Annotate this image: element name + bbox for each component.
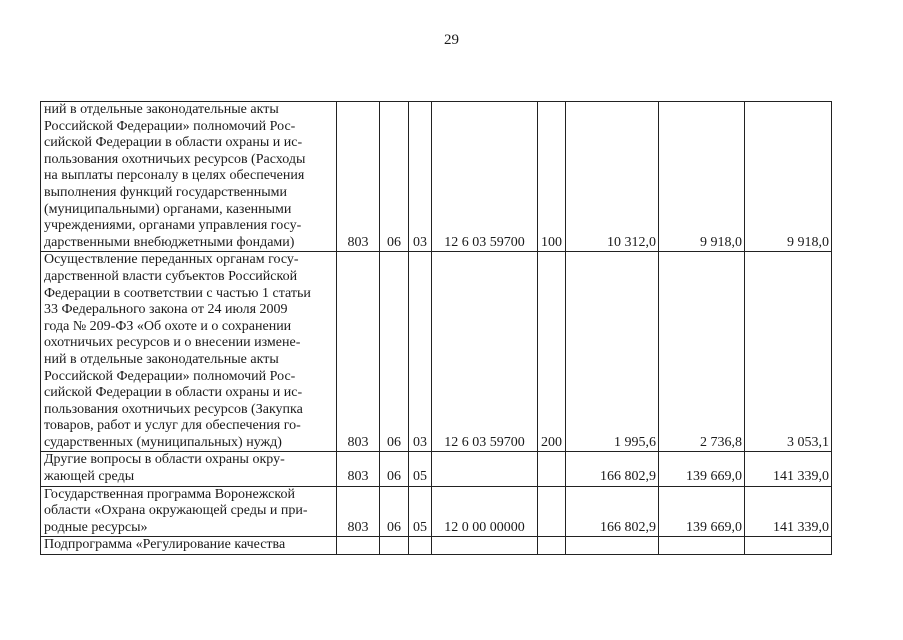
target-code: 12 0 00 00000 — [432, 486, 538, 537]
amount-year-1: 1 995,6 — [566, 252, 659, 452]
amount-year-3: 141 339,0 — [745, 452, 832, 486]
budget-table — [40, 101, 832, 555]
section-code — [380, 537, 409, 555]
amount-year-2: 139 669,0 — [659, 486, 745, 537]
ministry-code: 803 — [337, 486, 380, 537]
row-description: ний в отдельные законодательные акты Российской Федерации» полномочий Рос- сийской Федерации в области охраны и ис- пользования охотничьих ресурсов (Расходы на выплаты персоналу в целях обеспечения выполнения функций государственными (муниципальными) органами, казенными учреждениями, органами управления госу- дарственными внебюджетными фондами) — [41, 102, 337, 252]
amount-year-2: 2 736,8 — [659, 252, 745, 452]
page-number: 29 — [444, 32, 459, 48]
section-code: 06 — [380, 486, 409, 537]
amount-year-3: 3 053,1 — [745, 252, 832, 452]
ministry-code: 803 — [337, 252, 380, 452]
table-row — [41, 102, 832, 252]
expense-type-code — [538, 537, 566, 555]
subsection-code: 03 — [409, 102, 432, 252]
section-code: 06 — [380, 252, 409, 452]
subsection-code: 05 — [409, 486, 432, 537]
table-row — [41, 486, 832, 537]
amount-year-3: 141 339,0 — [745, 486, 832, 537]
expense-type-code — [538, 452, 566, 486]
subsection-code — [409, 537, 432, 555]
section-code: 06 — [380, 452, 409, 486]
amount-year-3 — [745, 537, 832, 555]
amount-year-3: 9 918,0 — [745, 102, 832, 252]
amount-year-1: 10 312,0 — [566, 102, 659, 252]
amount-year-1 — [566, 537, 659, 555]
target-code — [432, 452, 538, 486]
target-code — [432, 537, 538, 555]
amount-year-2: 9 918,0 — [659, 102, 745, 252]
table-row — [41, 252, 832, 452]
row-description: Подпрограмма «Регулирование качества — [41, 537, 337, 555]
ministry-code: 803 — [337, 452, 380, 486]
row-description: Другие вопросы в области охраны окру- жающей среды — [41, 452, 337, 486]
expense-type-code: 200 — [538, 252, 566, 452]
subsection-code: 03 — [409, 252, 432, 452]
target-code: 12 6 03 59700 — [432, 102, 538, 252]
table-row — [41, 452, 832, 486]
row-description: Осуществление переданных органам госу- дарственной власти субъектов Российской Федерации в соответствии с частью 1 статьи 33 Федерального закона от 24 июля 2009 года № 209-ФЗ «Об охоте и о сохранении охотничьих ресурсов и о внесении измене- ний в отдельные законодательные акты Российской Федерации» полномочий Рос- сийской Федерации в области охраны и ис- пользования охотничьих ресурсов (Закупка товаров, работ и услуг для обеспечения го- сударственных (муниципальных) нужд) — [41, 252, 337, 452]
amount-year-1: 166 802,9 — [566, 452, 659, 486]
section-code: 06 — [380, 102, 409, 252]
row-description: Государственная программа Воронежской области «Охрана окружающей среды и при- родные ресурсы» — [41, 486, 337, 537]
subsection-code: 05 — [409, 452, 432, 486]
expense-type-code — [538, 486, 566, 537]
expense-type-code: 100 — [538, 102, 566, 252]
amount-year-2: 139 669,0 — [659, 452, 745, 486]
amount-year-1: 166 802,9 — [566, 486, 659, 537]
target-code: 12 6 03 59700 — [432, 252, 538, 452]
table-row — [41, 537, 832, 555]
amount-year-2 — [659, 537, 745, 555]
ministry-code: 803 — [337, 102, 380, 252]
ministry-code — [337, 537, 380, 555]
